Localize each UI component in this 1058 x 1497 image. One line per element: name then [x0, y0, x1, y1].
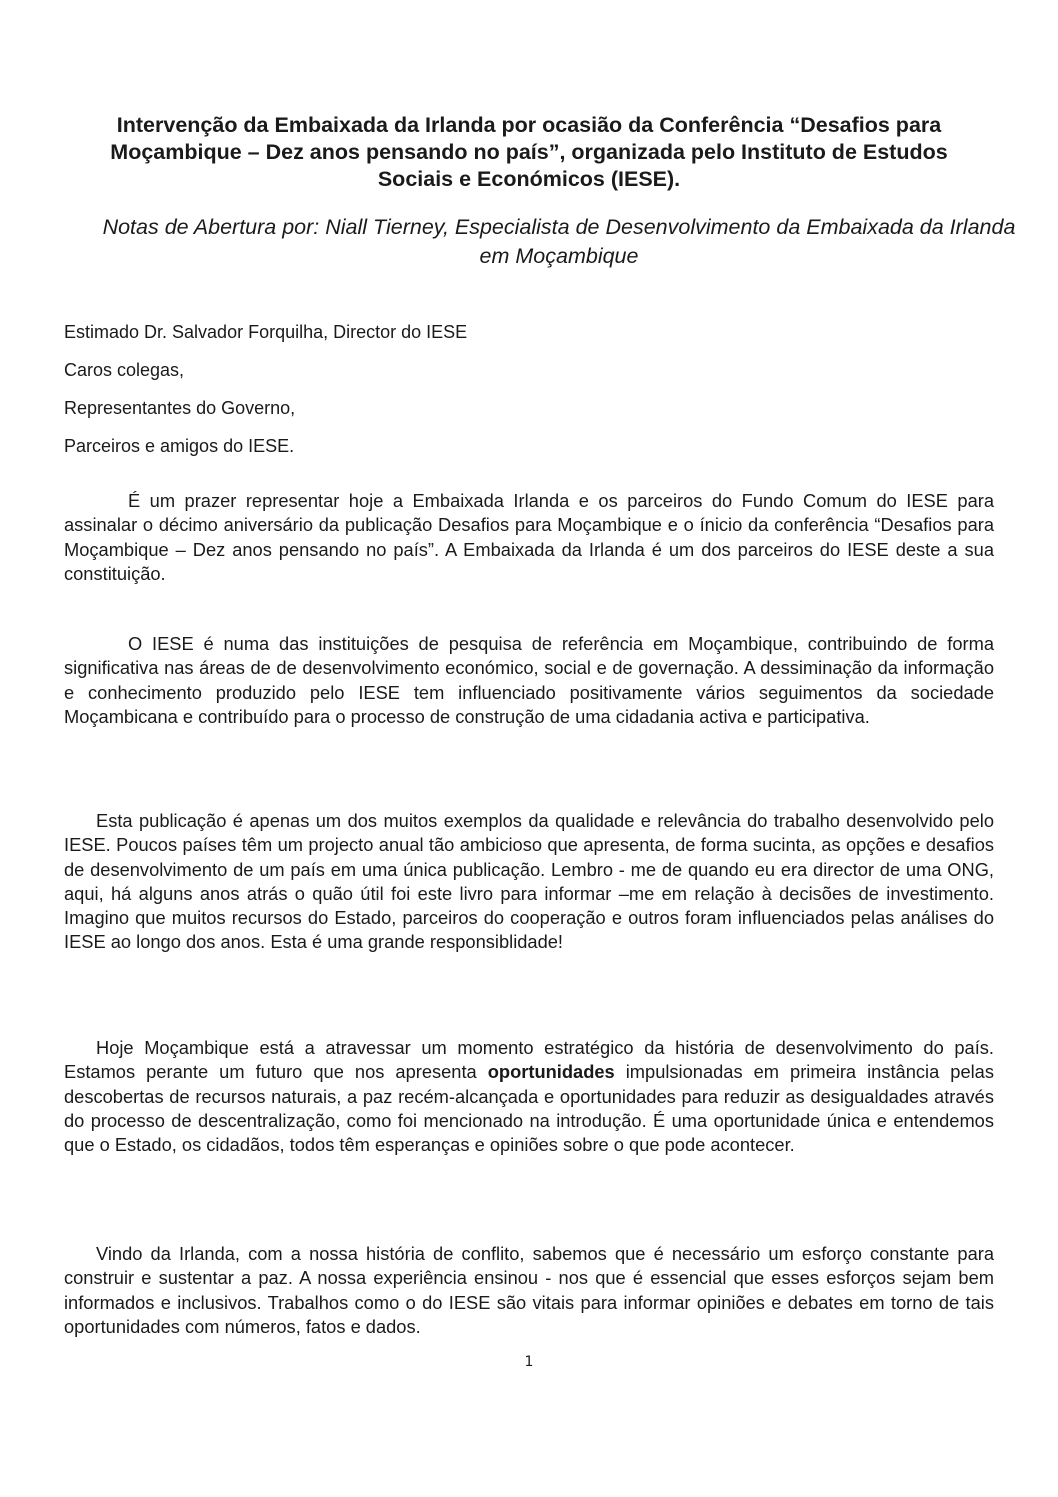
body-paragraph [64, 809, 994, 955]
paragraph-text: impulsionadas em primeira instância pelas descobertas de recursos naturais, a paz recém-alcançada e oportunidades para reduzir as desigualdades através do processo de descentralização, como foi mencionado na introdução. É uma oportunidade única e entendemos que o Estado, os cidadãos, todos têm esperanças e opiniões sobre o que pode acontecer. [64, 1061, 994, 1156]
body-paragraph [64, 1242, 994, 1339]
body-paragraph [64, 489, 994, 586]
salutation-line: Caros colegas, [64, 360, 185, 380]
document-title: Intervenção da Embaixada da Irlanda por ocasião da Conferência “Desafios para Moçambique – Dez anos pensando no país”, organizada pelo Instituto de Estudos Sociais e Económicos (IESE). [110, 113, 948, 191]
paragraph-text: Esta publicação é apenas um dos muitos exemplos da qualidade e relevância do trabalho desenvolvido pelo IESE. Poucos países têm um projecto anual tão ambicioso que apresenta, de forma sucinta, as opções e desafios de desenvolvimento de um país em uma única publicação. Lembro - me de quando eu era director de uma ONG, aqui, há alguns anos atrás o quão útil foi este livro para informar –me em relação à decisões de investimento. Imagino que muitos recursos do Estado, parceiros do cooperação e outros foram influenciados pelas análises do IESE ao longo dos anos. Esta é uma grande responsiblidade! [64, 810, 994, 953]
document-subtitle: Notas de Abertura por: Niall Tierney, Especialista de Desenvolvimento da Embaixada da Irlanda em Moçambique [102, 215, 1016, 268]
page-number: 1 [524, 1354, 534, 1370]
body-paragraph [64, 632, 994, 729]
paragraph-text: Hoje Moçambique está a atravessar um momento estratégico da história de desenvolvimento do país. Estamos perante um futuro que nos apresenta [64, 1037, 994, 1083]
paragraph-text: Vindo da Irlanda, com a nossa história de conflito, sabemos que é necessário um esforço constante para construir e sustentar a paz. A nossa experiência ensinou - nos que é essencial que esses esforços sejam bem informados e inclusivos. Trabalhos como o do IESE são vitais para informar opiniões e debates em torno de tais oportunidades com números, fatos e dados. [64, 1243, 994, 1337]
paragraph-text: É um prazer representar hoje a Embaixada Irlanda e os parceiros do Fundo Comum do IESE para assinalar o décimo aniversário da publicação Desafios para Moçambique e o ínicio da conferência “Desafios para Moçambique – Dez anos pensando no país”. A Embaixada da Irlanda é um dos parceiros do IESE deste a sua constituição. [64, 490, 994, 584]
salutation-line: Estimado Dr. Salvador Forquilha, Director do IESE [64, 322, 468, 342]
emphasis-word: oportunidades [487, 1061, 615, 1083]
salutation-line: Parceiros e amigos do IESE. [64, 436, 295, 456]
salutation-line: Representantes do Governo, [64, 398, 296, 418]
paragraph-text: O IESE é numa das instituições de pesquisa de referência em Moçambique, contribuindo de forma significativa nas áreas de de desenvolvimento económico, social e de governação. A dessiminação da informação e conhecimento produzido pelo IESE tem influenciado positivamente vários seguimentos da sociedade Moçambicana e contribuído para o processo de construção de uma cidadania activa e participativa. [64, 633, 994, 727]
body-paragraph [64, 1036, 994, 1157]
